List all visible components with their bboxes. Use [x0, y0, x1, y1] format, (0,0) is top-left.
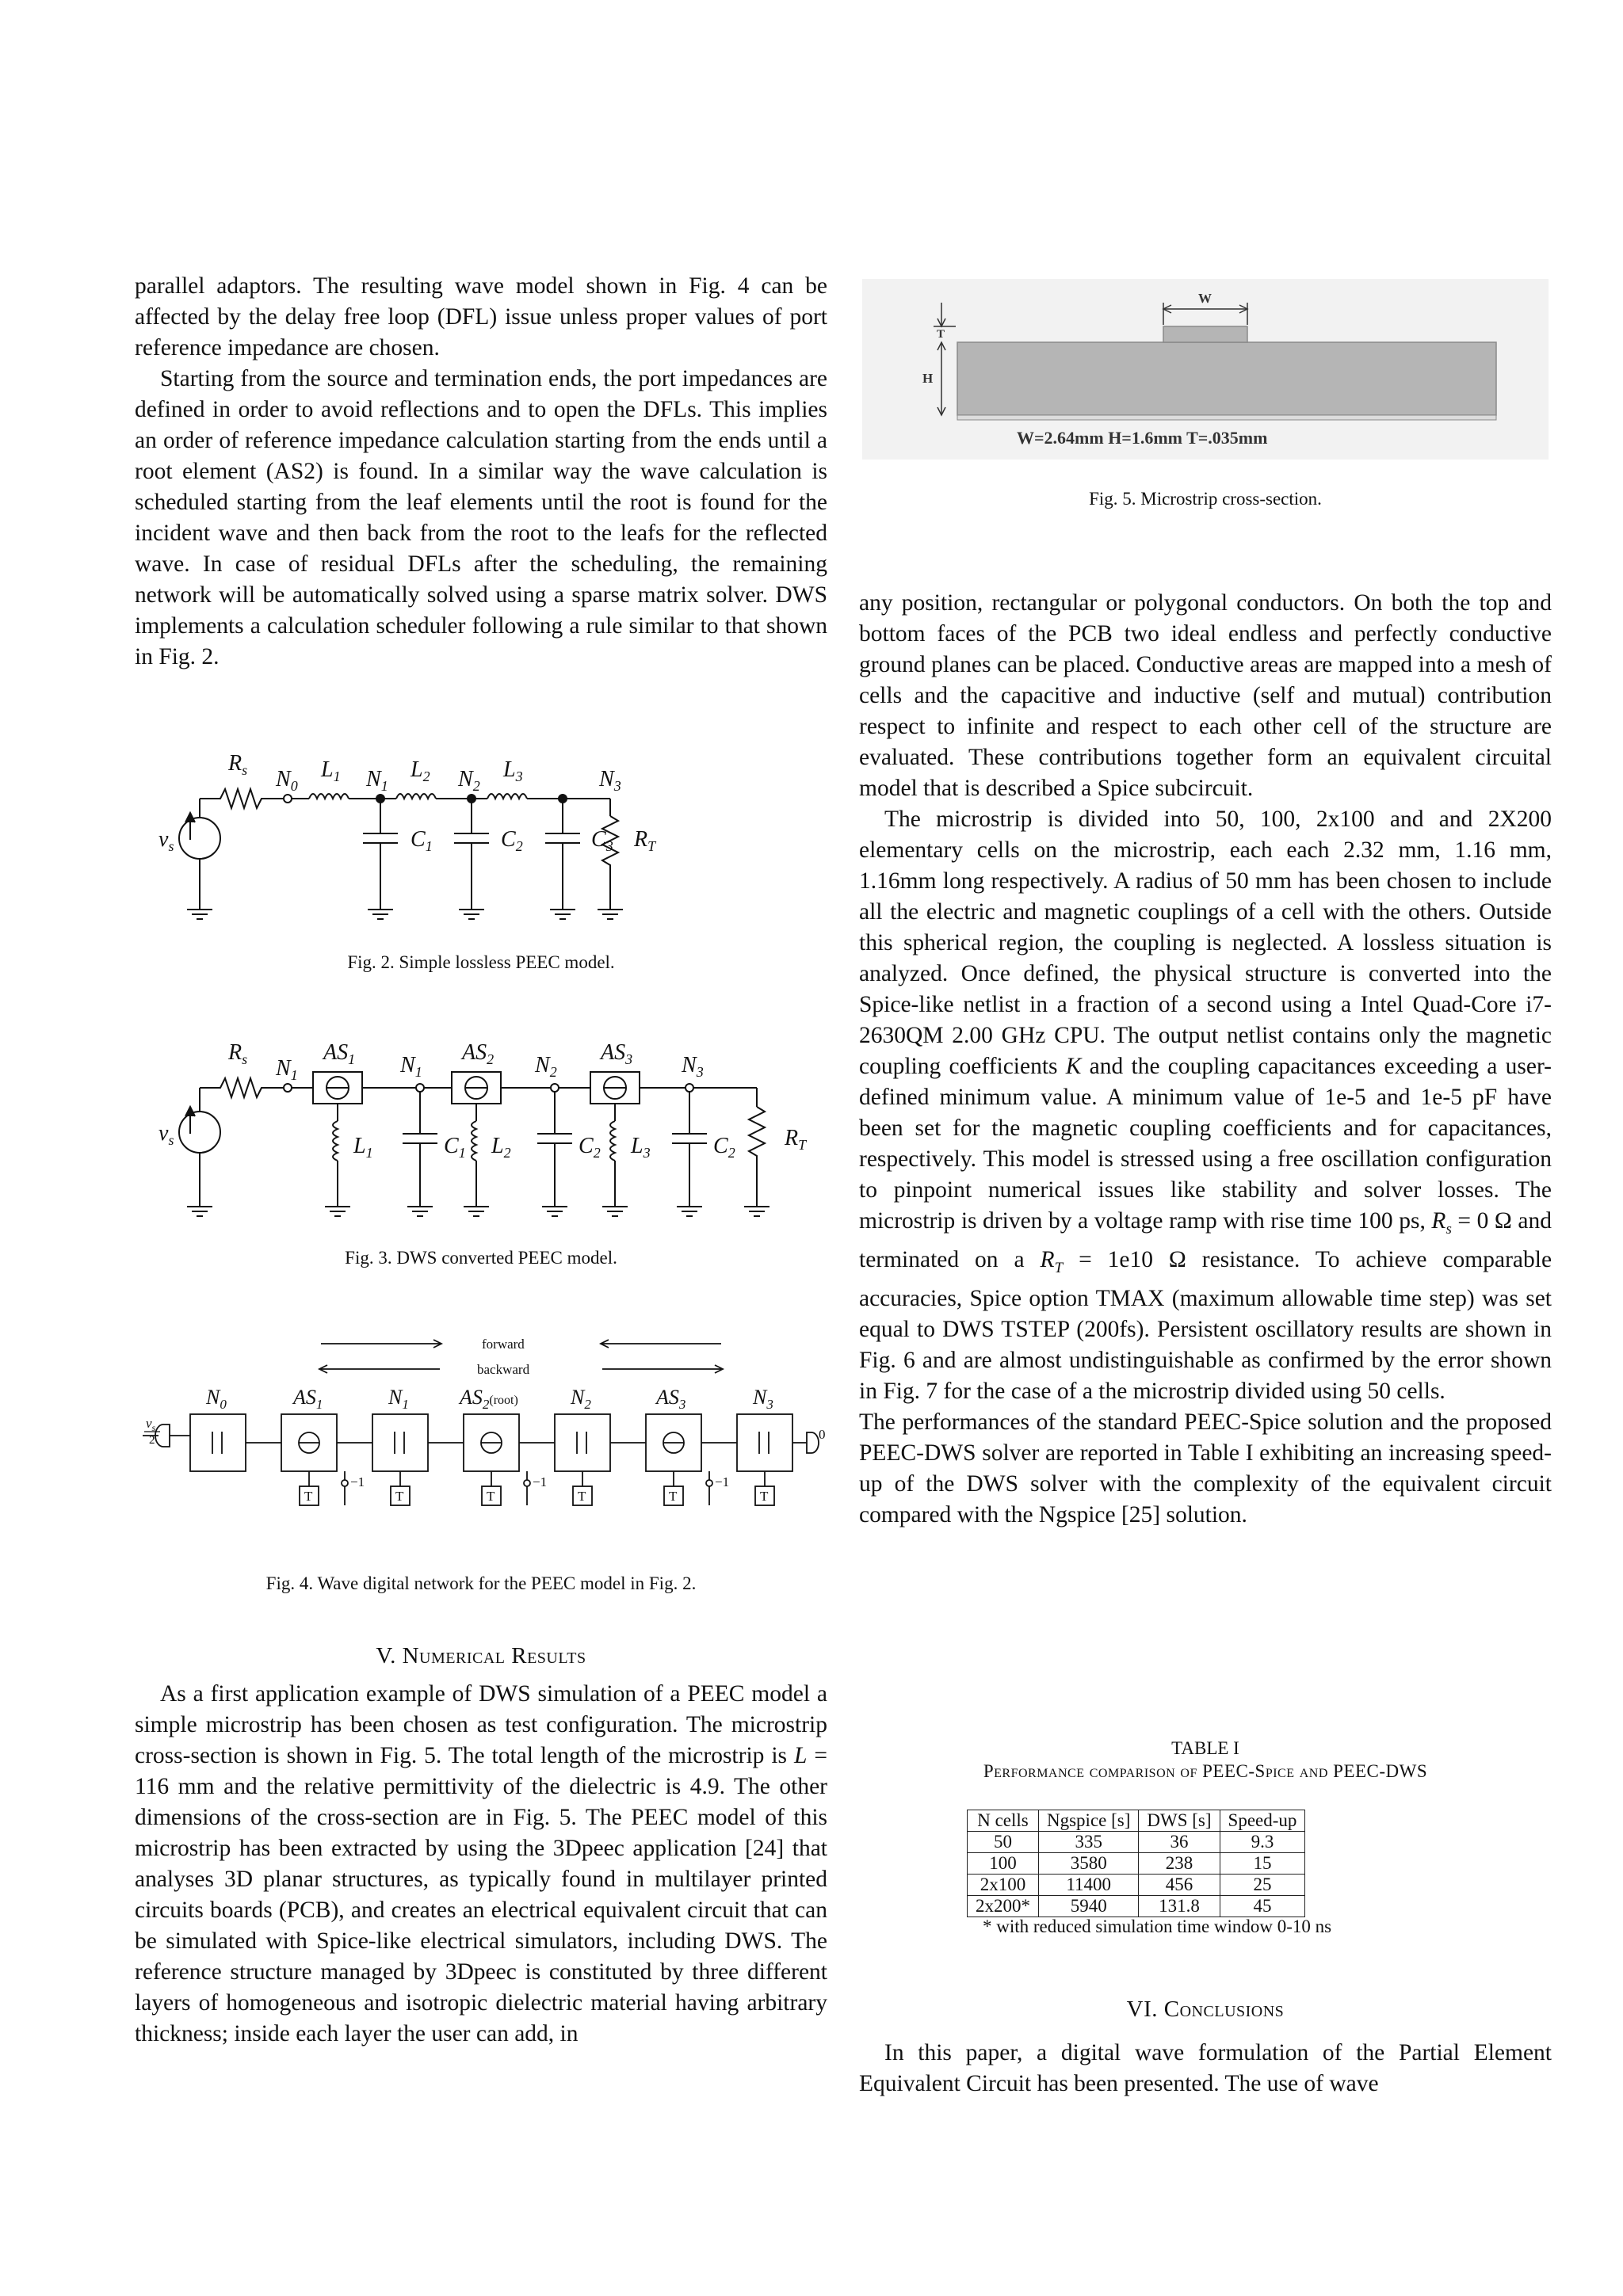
- fig2-caption: Fig. 2. Simple lossless PEEC model.: [347, 952, 615, 972]
- svg-text:−1: −1: [715, 1474, 730, 1489]
- table-cell: 335: [1039, 1832, 1139, 1853]
- svg-text:AS2: $AS_2$: [462, 1040, 495, 1067]
- table-cell: 131.8: [1139, 1896, 1220, 1917]
- table-cell: 3580: [1039, 1853, 1139, 1875]
- svg-text:N0: $N_0$: [206, 1386, 227, 1412]
- svg-text:N3: $N_3$: [599, 767, 621, 794]
- svg-text:C3: $C_3$: [591, 827, 613, 854]
- svg-text:W: W: [1198, 291, 1212, 306]
- svg-text:C2: $C_2$: [713, 1134, 735, 1161]
- paragraph: In this paper, a digital wave formulation of the Partial Element Equivalent Circuit has been presented. The use of wave: [859, 2040, 1552, 2096]
- svg-text:N3: $N_3$: [682, 1053, 704, 1080]
- svg-text:N1: $N_1$: [388, 1386, 409, 1412]
- fig2-circuit: [158, 745, 729, 935]
- svg-text:backward: backward: [477, 1362, 530, 1377]
- table-cell: 9.3: [1220, 1832, 1305, 1853]
- svg-text:forward: forward: [482, 1337, 525, 1352]
- svg-text:T: T: [669, 1489, 678, 1504]
- paragraph: The performances of the standard PEEC-Spice solution and the proposed PEEC-DWS solver are reported in Table I exhibiting an increasing speed-up of the DWS solver with the complexity of the equivalent circuit compared with the Ngspice [25] solution.: [859, 1409, 1552, 1527]
- table-cell: 50: [968, 1832, 1039, 1853]
- svg-text:N1: $N_1$: [400, 1053, 422, 1080]
- table-row: [968, 1875, 1305, 1896]
- svg-text:RT: $R_T$: [785, 1126, 807, 1153]
- svg-text:C2: $C_2$: [579, 1134, 601, 1161]
- svg-text:L1: $L_1$: [321, 757, 341, 784]
- svg-text:0: 0: [819, 1427, 826, 1442]
- table-title: Performance comparison of PEEC-Spice and PEEC-DWS: [983, 1761, 1428, 1781]
- svg-text:T: T: [395, 1489, 404, 1504]
- svg-text:AS1: $AS_1$: [293, 1386, 323, 1412]
- table-row: [968, 1853, 1305, 1875]
- table-header-cell: DWS [s]: [1139, 1810, 1220, 1832]
- section6-body: [859, 2038, 1552, 2100]
- paragraph: any position, rectangular or polygonal conductors. On both the top and bottom faces of the PCB two ideal endless and perfectly conductive ground planes can be placed. Conductive areas are mapped into a mesh of cells and the capacitive and inductive (self and mutual) contribution respect to infinite and respect to each other cell of the structure are evaluated. These contributions together form an equivalent circuital model that is described a Spice subcircuit.: [859, 590, 1552, 801]
- table-row: [968, 1896, 1305, 1917]
- svg-text:T: T: [937, 328, 945, 341]
- svg-text:AS3: $AS_3$: [656, 1386, 686, 1412]
- table-footnote: * with reduced simulation time window 0-10 ns: [983, 1917, 1332, 1936]
- svg-text:T: T: [578, 1489, 586, 1504]
- fig3-caption: Fig. 3. DWS converted PEEC model.: [345, 1248, 617, 1268]
- table-label: TABLE I: [1171, 1738, 1239, 1758]
- svg-text:L2: $L_2$: [491, 1134, 511, 1161]
- svg-text:N0: $N_0$: [276, 767, 298, 794]
- svg-text:−1: −1: [350, 1474, 365, 1489]
- svg-text:vs: $v_s$: [158, 1121, 174, 1148]
- svg-text:2: 2: [149, 1434, 155, 1447]
- table-cell: 456: [1139, 1875, 1220, 1896]
- fig5-caption: Fig. 5. Microstrip cross-section.: [1089, 489, 1322, 509]
- table-cell: 2x100: [968, 1875, 1039, 1896]
- svg-text:Rs: $R_s$: [228, 1040, 248, 1067]
- svg-text:AS1: $AS_1$: [323, 1040, 356, 1067]
- svg-text:−1: −1: [533, 1474, 548, 1489]
- svg-text:vs: $v_s$: [158, 827, 174, 854]
- section5-body: As a first application example of DWS simulation of a PEEC model a simple microstrip has been chosen as test configuration. The microstrip cross-section is shown in Fig. 5. The total length of the microstrip is L = 116 mm and the relative permittivity of the dielectric is 4.9. The other dimensions of the cross-section are in Fig. 5. The PEEC model of this microstrip has been extracted by using the 3Dpeec application [24] that analyses 3D planar structures, as typically found in multilayer printed circuits boards (PCB), and creates an electrical equivalent circuit that can be simulated with Spice-like electrical simulators, including DWS. The reference structure managed by 3Dpeec is constituted by three different layers of homogeneous and isotropic dielectric material having arbitrary thickness; inside each layer the user can add, in: [135, 1681, 828, 2046]
- paragraph: Starting from the source and termination ends, the port impedances are defined in order to avoid reflections and to open the DFLs. This implies an order of reference impedance calculation starting from the ends until a root element (AS2) is found. In a similar way the wave calculation is scheduled starting from the leaf elements until the root is found for the incident wave and then back from the root to the leafs for the reflected wave. In case of residual DFLs after the scheduling, the remaining network will be automatically solved using a sparse matrix solver. DWS implements a calculation scheduler following a rule similar to that shown in Fig. 2.: [135, 366, 827, 669]
- table-cell: 25: [1220, 1875, 1305, 1896]
- svg-text:AS2(root): $AS_2^{(root)}$: [460, 1386, 518, 1412]
- table-wrapper: [967, 1810, 1442, 1936]
- fig4-wave-network: [143, 1331, 856, 1553]
- svg-text:C1: $C_1$: [444, 1134, 466, 1161]
- svg-text:N2: $N_2$: [535, 1053, 557, 1080]
- svg-text:AS3: $AS_3$: [601, 1040, 633, 1067]
- table-cell: 238: [1139, 1853, 1220, 1875]
- table-header-cell: Ngspice [s]: [1039, 1810, 1139, 1832]
- svg-text:C2: $C_2$: [501, 827, 523, 854]
- svg-text:H: H: [922, 371, 934, 386]
- svg-text:Rs: $R_s$: [228, 751, 248, 778]
- section-heading: V. Numerical Results: [376, 1643, 586, 1669]
- svg-text:L3: $L_3$: [631, 1134, 651, 1161]
- paragraph: The microstrip is divided into 50, 100, 2x100 and and 2X200 elementary cells on the microstrip, each each 2.32 mm, 1.16 mm, 1.16mm long respectively. A radius of 50 mm has been chosen to include all the electric and magnetic couplings of a cell with the others. Outside this spherical region, the coupling is neglected. A lossless situation is analyzed. Once defined, the physical structure is converted into the Spice-like netlist in a fraction of a second using a Intel Quad-Core i7-2630QM 2.00 GHz CPU. The output netlist contains only the magnetic coupling coefficients K and the coupling capacitances exceeding a user-defined minimum value. A minimum value of 1e-5 and 1e-5 pF have been set for the magnetic coupling coefficients and for capacitances, respectively. This model is stressed using a free oscillation configuration to pinpoint numerical issues like stability and solver losses. The microstrip is driven by a voltage ramp with rise time 100 ps, $R_s = 0$ Ω and terminated on a $R_T = 1e10$ Ω resistance. To achieve comparable accuracies, Spice option TMAX (maximum allowable time step) was set equal to DWS TSTEP (200fs). Persistent oscillatory results are shown in Fig. 6 and are almost undistinguishable as confirmed by the error shown in Fig. 7 for the case of a the microstrip divided using 50 cells.: [859, 807, 1552, 1404]
- left-column-top: [135, 271, 827, 673]
- svg-text:L2: $L_2$: [411, 757, 430, 784]
- svg-text:T: T: [760, 1489, 769, 1504]
- svg-text:T: T: [304, 1489, 313, 1504]
- table-cell: 5940: [1039, 1896, 1139, 1917]
- table-cell: 2x200*: [968, 1896, 1039, 1917]
- svg-text:W=2.64mm H=1.6mm T=.035mm: W=2.64mm H=1.6mm T=.035mm: [1017, 428, 1268, 448]
- table-cell: 15: [1220, 1853, 1305, 1875]
- performance-table: [967, 1810, 1305, 1917]
- svg-text:N1: $N_1$: [366, 767, 388, 794]
- svg-text:N2: $N_2$: [458, 767, 480, 794]
- table-row: [968, 1832, 1305, 1853]
- table-header-cell: N cells: [968, 1810, 1039, 1832]
- svg-text:RT: $R_T$: [634, 827, 656, 854]
- svg-text:C1: $C_1$: [411, 827, 433, 854]
- fig4-caption: Fig. 4. Wave digital network for the PEEC model in Fig. 2.: [265, 1573, 697, 1593]
- table-cell: 45: [1220, 1896, 1305, 1917]
- table-cell: 36: [1139, 1832, 1220, 1853]
- paragraph: parallel adaptors. The resulting wave model shown in Fig. 4 can be affected by the delay free loop (DFL) issue unless proper values of port reference impedance are chosen.: [135, 273, 827, 360]
- svg-text:L3: $L_3$: [503, 757, 523, 784]
- svg-text:T: T: [487, 1489, 495, 1504]
- svg-text:N2: $N_2$: [571, 1386, 591, 1412]
- table-cell: 100: [968, 1853, 1039, 1875]
- right-column: [859, 588, 1552, 1531]
- fig5-cross-section: [862, 279, 1549, 460]
- table-header-cell: Speed-up: [1220, 1810, 1305, 1832]
- table-cell: 11400: [1039, 1875, 1139, 1896]
- svg-text:L1: $L_1$: [353, 1134, 373, 1161]
- svg-text:vs: $v_s$: [146, 1416, 156, 1433]
- svg-text:N1: $N_1$: [276, 1056, 298, 1083]
- svg-text:N3: $N_3$: [753, 1386, 773, 1412]
- section-heading: VI. Conclusions: [1126, 1997, 1285, 2022]
- fig3-circuit: [158, 1034, 840, 1232]
